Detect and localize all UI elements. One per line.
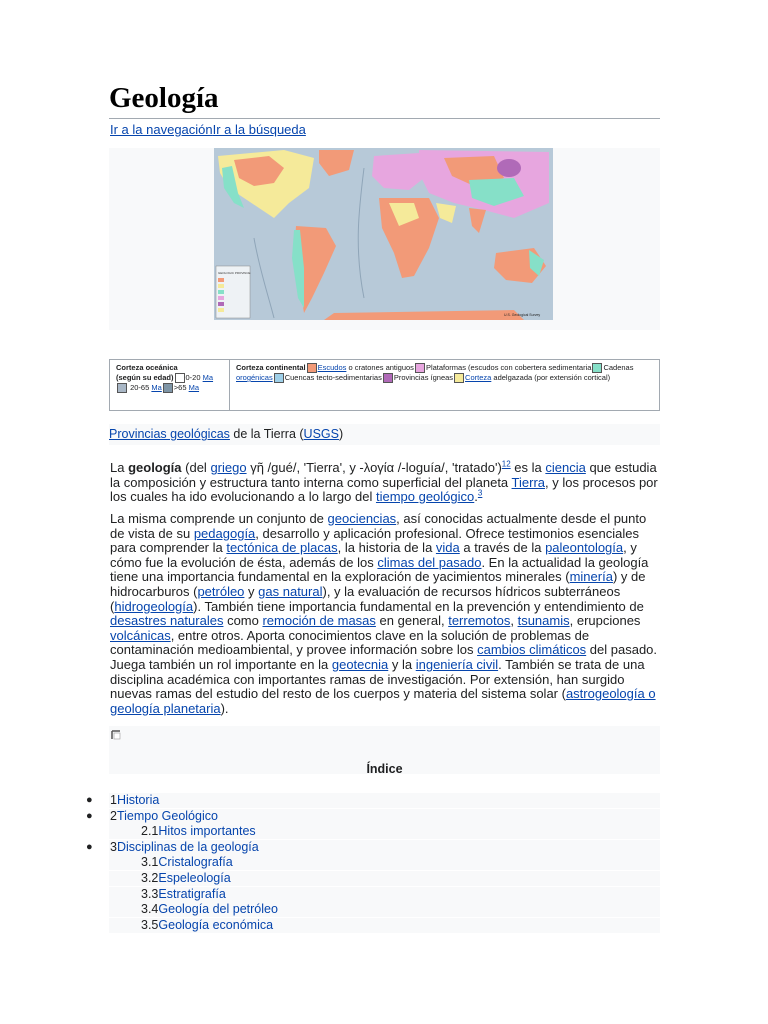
- toc-label[interactable]: Espeleología: [158, 871, 231, 885]
- toc-label[interactable]: Cristalografía: [158, 855, 233, 869]
- legend-text: Cuencas tecto-sedimentarias: [284, 373, 382, 383]
- citation-link[interactable]: 3: [477, 488, 483, 498]
- text: γῆ /gué/, 'Tierra', y -λογία /-loguía/, 'tratado'): [246, 460, 502, 475]
- toc-label[interactable]: Estratigrafía: [158, 887, 226, 901]
- title-divider: [109, 118, 660, 119]
- toc-item[interactable]: [109, 902, 660, 917]
- text: La misma comprende un conjunto de: [110, 511, 328, 526]
- text: ). También tiene importancia fundamental en la prevención y entendimiento de: [193, 598, 644, 614]
- link-remocion[interactable]: remoción de masas: [262, 613, 376, 629]
- body-paragraph: [110, 512, 660, 716]
- toc-bullet: ●: [86, 810, 93, 822]
- continental-title: Corteza continental: [236, 363, 306, 372]
- text: , erupciones: [569, 613, 641, 629]
- swatch-old: [163, 383, 173, 393]
- toc-item[interactable]: [109, 887, 660, 902]
- map-legend-table: [109, 359, 660, 411]
- text: que estudia la composición y estructura tanto interna como superficial del planeta: [110, 460, 657, 490]
- link-cambios-climaticos[interactable]: cambios climáticos: [477, 642, 587, 658]
- link-geotecnia[interactable]: geotecnia: [331, 656, 389, 672]
- toc-item[interactable]: [109, 824, 660, 839]
- term-bold: geología: [128, 460, 182, 475]
- link-desastres[interactable]: desastres naturales: [110, 613, 224, 629]
- intro-paragraph: [110, 461, 660, 505]
- text: ).: [220, 700, 229, 716]
- text: ), y la evaluación de recursos hídricos subterráneos (: [110, 583, 621, 614]
- text: ) y de hidrocarburos (: [110, 569, 646, 599]
- caption-text: ): [338, 427, 344, 441]
- text: y la: [388, 656, 416, 672]
- legend-text: adelgazada (por extensión cortical): [493, 373, 611, 383]
- age-label: 0-20: [185, 373, 201, 382]
- link-vida[interactable]: vida: [435, 540, 460, 556]
- toc-number: 3.1: [141, 855, 159, 869]
- link-mineria[interactable]: minería: [569, 569, 613, 585]
- legend-swatch-extended: [218, 308, 224, 312]
- text: La: [110, 460, 129, 475]
- swatch-mid: [117, 383, 127, 393]
- legend-text: Cadenas: [603, 363, 634, 372]
- toc-number: 3: [110, 840, 117, 854]
- link-tsunamis[interactable]: tsunamis: [517, 613, 570, 629]
- text: y: [244, 583, 259, 599]
- ma-link[interactable]: Ma: [151, 383, 162, 393]
- figure-caption: [109, 424, 660, 445]
- geologic-provinces-map[interactable]: [214, 148, 553, 320]
- text: , la historia de la: [337, 540, 436, 556]
- text: como: [223, 613, 263, 629]
- jump-to-navigation-link[interactable]: Ir a la navegación: [110, 122, 213, 137]
- text: , desarrollo y aplicación profesional. Ofrece testimonios esenciales para comprender la: [110, 525, 639, 556]
- jump-to-search-link[interactable]: Ir a la búsqueda: [212, 122, 306, 137]
- toc-heading: Índice: [366, 762, 403, 776]
- link-astrogeologia[interactable]: astrogeología o geología planetaria: [110, 686, 656, 716]
- toc-label[interactable]: Geología del petróleo: [158, 902, 278, 916]
- swatch-basin: [274, 373, 284, 383]
- orogens-link[interactable]: orogénicas: [236, 373, 273, 383]
- toc-item[interactable]: [109, 855, 660, 870]
- toc-bullet: ●: [86, 841, 93, 853]
- toc-label[interactable]: Tiempo Geológico: [116, 809, 218, 823]
- citation-link[interactable]: 12: [501, 459, 511, 469]
- legend-text: Provincias ígneas: [393, 373, 454, 383]
- toc-item[interactable]: [109, 793, 660, 808]
- text: , así conocidas actualmente desde el punto de vista de su: [110, 511, 647, 541]
- link-tiempo-geologico[interactable]: tiempo geológico: [375, 489, 475, 505]
- toc-label[interactable]: Hitos importantes: [158, 824, 256, 838]
- map-legend-title: GEOLOGIC PROVINCE: [218, 271, 251, 275]
- ma-link[interactable]: Ma: [202, 373, 214, 382]
- link-tierra[interactable]: Tierra: [511, 474, 546, 490]
- link-tectonica[interactable]: tectónica de placas: [226, 540, 338, 556]
- legend-swatch-basin: [218, 296, 224, 300]
- swatch-shield: [307, 363, 317, 373]
- crust-link[interactable]: Corteza: [465, 373, 492, 383]
- link-paleontologia[interactable]: paleontología: [545, 540, 624, 556]
- geologic-provinces-link[interactable]: Provincias geológicas: [109, 427, 230, 441]
- jump-links: [110, 122, 306, 137]
- text: del pasado. Juega también un rol importante en la: [110, 642, 658, 672]
- toc-label[interactable]: Disciplinas de la geología: [116, 840, 259, 854]
- legend-swatch-shield: [218, 278, 224, 282]
- text: . También se trata de una disciplina académica con importantes ramas de investigación. Por extensión, han surgido nuevas ramas del estudio del resto de los cuerpos y materia del sistema solar (: [110, 656, 645, 702]
- shields-link[interactable]: Escudos: [317, 363, 347, 372]
- swatch-young: [175, 373, 185, 383]
- usgs-link[interactable]: USGS: [303, 427, 339, 441]
- legend-text: Plataformas (escudos con cobertera sedimentaria: [425, 363, 592, 372]
- oceanic-subtitle: (según su edad): [116, 373, 174, 382]
- text: , entre otros. Aporta conocimientos clave en la solución de problemas de contaminación medioambiental, y provee información sobre los: [110, 627, 590, 658]
- text: es la: [510, 460, 546, 475]
- oceanic-legend: [110, 360, 230, 410]
- age-label: 20-65: [130, 383, 150, 393]
- text: .: [474, 489, 478, 505]
- toc-number: 1: [110, 793, 117, 807]
- toc-number: 3.5: [141, 918, 159, 932]
- text: en general,: [375, 613, 449, 629]
- text: . En la actualidad la geología tiene una importancia fundamental en la exploración de yacimientos minerales (: [110, 554, 649, 585]
- toc-number: 2: [110, 809, 117, 823]
- caption-text: de la Tierra (: [229, 427, 304, 441]
- text: (del: [181, 460, 211, 475]
- toc-label[interactable]: Historia: [116, 793, 160, 807]
- toc-item[interactable]: [109, 918, 660, 933]
- swatch-igneous: [383, 373, 393, 383]
- toc-number: 3.4: [141, 902, 159, 916]
- map-credit: U.S. Geological Survey: [504, 313, 541, 317]
- link-volcanicas[interactable]: volcánicas: [110, 627, 171, 643]
- page-title: Geología: [109, 82, 219, 114]
- link-ingenieria-civil[interactable]: ingeniería civil: [415, 656, 499, 672]
- age-label: >65: [173, 383, 187, 393]
- swatch-orogen: [592, 363, 602, 373]
- link-petroleo[interactable]: petróleo: [197, 583, 245, 599]
- igneous-province: [497, 159, 521, 177]
- toc-toggle-icon: [109, 726, 135, 746]
- link-geociencias[interactable]: geociencias: [327, 511, 397, 526]
- toc-item[interactable]: [109, 871, 660, 886]
- legend-swatch-igneous: [218, 302, 224, 306]
- text: ,: [510, 613, 518, 629]
- map-figure: [109, 148, 660, 330]
- toc-item[interactable]: [109, 809, 660, 824]
- toc-number: 3.2: [141, 871, 159, 885]
- link-griego[interactable]: griego: [210, 460, 247, 475]
- link-ciencia[interactable]: ciencia: [545, 460, 586, 475]
- swatch-platform: [415, 363, 425, 373]
- toc-number: 2.1: [141, 824, 159, 838]
- link-terremotos[interactable]: terremotos: [448, 613, 511, 629]
- toc-toggle[interactable]: [109, 726, 135, 746]
- text: , y cómo fue la evolución de ésta, además de los: [110, 540, 637, 570]
- link-gas-natural[interactable]: gas natural: [258, 583, 323, 599]
- link-pedagogia[interactable]: pedagogía: [193, 525, 256, 541]
- link-climas[interactable]: climas del pasado: [377, 554, 482, 570]
- legend-swatch-platform: [218, 284, 224, 288]
- legend-text: o cratones antiguos: [348, 363, 414, 372]
- toc-item[interactable]: [109, 840, 660, 855]
- ma-link[interactable]: Ma: [188, 383, 200, 393]
- legend-swatch-orogen: [218, 290, 224, 294]
- text: , y los procesos por los cuales ha ido evolucionando a lo largo del: [110, 474, 658, 505]
- text: a través de la: [459, 540, 546, 556]
- toc-number: 3.3: [141, 887, 159, 901]
- continental-legend: [230, 360, 659, 410]
- toc-bullet: ●: [86, 794, 93, 806]
- link-hidrogeologia[interactable]: hidrogeología: [114, 598, 194, 614]
- toc-label[interactable]: Geología económica: [158, 918, 274, 932]
- oceanic-title: Corteza oceánica: [116, 363, 178, 372]
- swatch-extended: [454, 373, 464, 383]
